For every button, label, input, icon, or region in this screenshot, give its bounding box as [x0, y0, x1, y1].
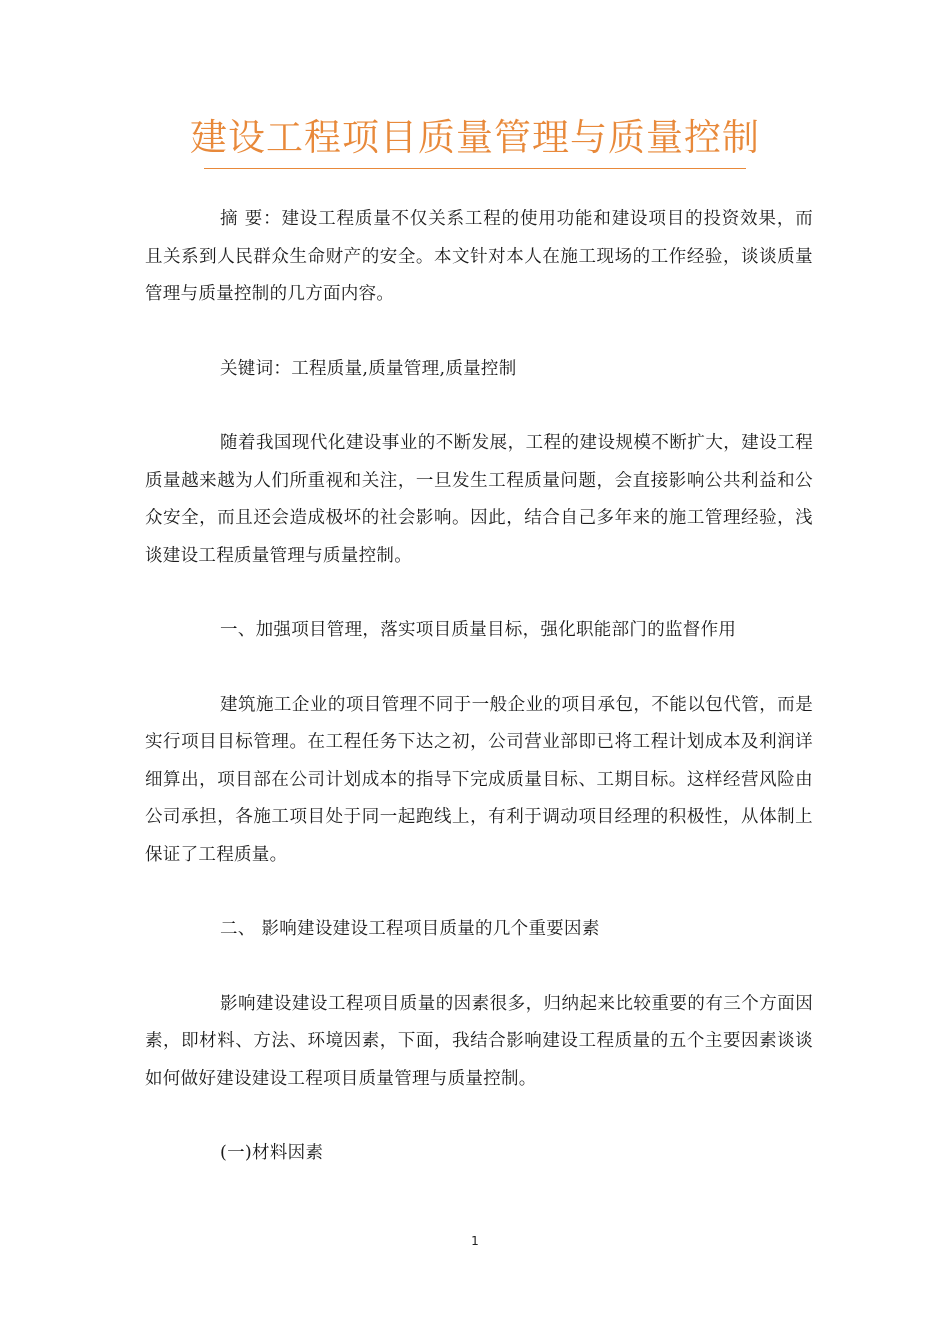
section-heading-1: 一、加强项目管理，落实项目质量目标，强化职能部门的监督作用	[220, 620, 737, 640]
abstract-paragraph: 摘 要：建设工程质量不仅关系工程的使用功能和建设项目的投资效果，而且关系到人民群众生命财产的安全。本文针对本人在施工现场的工作经验，谈谈质量管理与质量控制的几方面内容。	[145, 209, 813, 304]
document-title: 建设工程项目质量管理与质量控制	[190, 116, 760, 159]
intro-paragraph: 随着我国现代化建设事业的不断发展，工程的建设规模不断扩大，建设工程质量越来越为人们所重视和关注，一旦发生工程质量问题，会直接影响公共利益和公众安全，而且还会造成极坏的社会影响。因此，结合自己多年来的施工管理经验，浅谈建设工程质量管理与质量控制。	[145, 433, 813, 566]
section-1-paragraph: 建筑施工企业的项目管理不同于一般企业的项目承包，不能以包代管，而是实行项目目标管理。在工程任务下达之初，公司营业部即已将工程计划成本及利润详细算出，项目部在公司计划成本的指导下完成质量目标、工期目标。这样经营风险由公司承担，各施工项目处于同一起跑线上，有利于调动项目经理的积极性，从体制上保证了工程质量。	[145, 694, 813, 865]
section-heading-2: 二、 影响建设建设工程项目质量的几个重要因素	[220, 919, 600, 939]
paragraph-spacer	[145, 650, 813, 687]
paragraph-spacer	[145, 575, 813, 612]
paragraph-spacer	[145, 949, 813, 986]
title-underline	[204, 168, 746, 169]
paragraph-spacer	[145, 1098, 813, 1135]
paragraph-spacer	[145, 874, 813, 911]
paragraph-spacer	[145, 388, 813, 425]
paragraph-spacer	[145, 314, 813, 351]
page-number: 1	[471, 1234, 479, 1248]
section-2-paragraph: 影响建设建设工程项目质量的因素很多，归纳起来比较重要的有三个方面因素，即材料、方法、环境因素，下面，我结合影响建设工程质量的五个主要因素谈谈如何做好建设建设工程项目质量管理与质量控制。	[145, 993, 813, 1089]
subsection-heading-1: (一)材料因素	[220, 1143, 324, 1163]
keywords-paragraph: 关键词：工程质量,质量管理,质量控制	[220, 358, 517, 379]
document-body	[145, 201, 813, 1173]
